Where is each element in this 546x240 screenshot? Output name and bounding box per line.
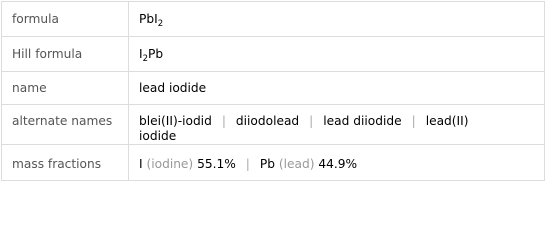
value-hill-formula	[139, 47, 164, 64]
separator: |	[245, 157, 250, 171]
value-formula	[139, 12, 164, 29]
label-name: name	[12, 81, 47, 95]
formula-subscript: 2	[157, 19, 164, 29]
alt-name: lead diiodide	[323, 114, 402, 128]
separator: |	[221, 114, 226, 128]
row-alternate-names	[2, 104, 544, 145]
row-name	[2, 71, 544, 105]
label-hill-formula: Hill formula	[12, 47, 83, 61]
formula-main: PbI	[139, 12, 158, 26]
mass-element-name: (iodine)	[146, 157, 194, 171]
separator: |	[309, 114, 314, 128]
row-mass-fractions	[2, 144, 544, 183]
mass-percent: 55.1%	[197, 157, 236, 171]
hill-part-b: Pb	[148, 47, 164, 61]
value-alternate-names	[139, 114, 468, 128]
alt-name: lead(II)	[425, 114, 469, 128]
mass-element-name: (lead)	[278, 157, 315, 171]
value-name: lead iodide	[139, 81, 207, 95]
alt-name-continuation: iodide	[139, 129, 177, 143]
alt-name: blei(II)-iodid	[139, 114, 212, 128]
label-mass-fractions: mass fractions	[12, 157, 102, 171]
value-mass-fractions	[139, 157, 357, 171]
hill-subscript: 2	[142, 54, 149, 64]
row-hill-formula	[2, 36, 544, 72]
separator: |	[411, 114, 416, 128]
mass-symbol: I	[139, 157, 143, 171]
label-formula: formula	[12, 12, 59, 26]
mass-symbol: Pb	[259, 157, 275, 171]
alt-name: diiodolead	[235, 114, 300, 128]
properties-table	[1, 1, 545, 181]
row-formula	[2, 2, 544, 36]
label-alternate-names: alternate names	[12, 114, 113, 128]
hill-part-a: I	[139, 47, 143, 61]
mass-percent: 44.9%	[318, 157, 358, 171]
